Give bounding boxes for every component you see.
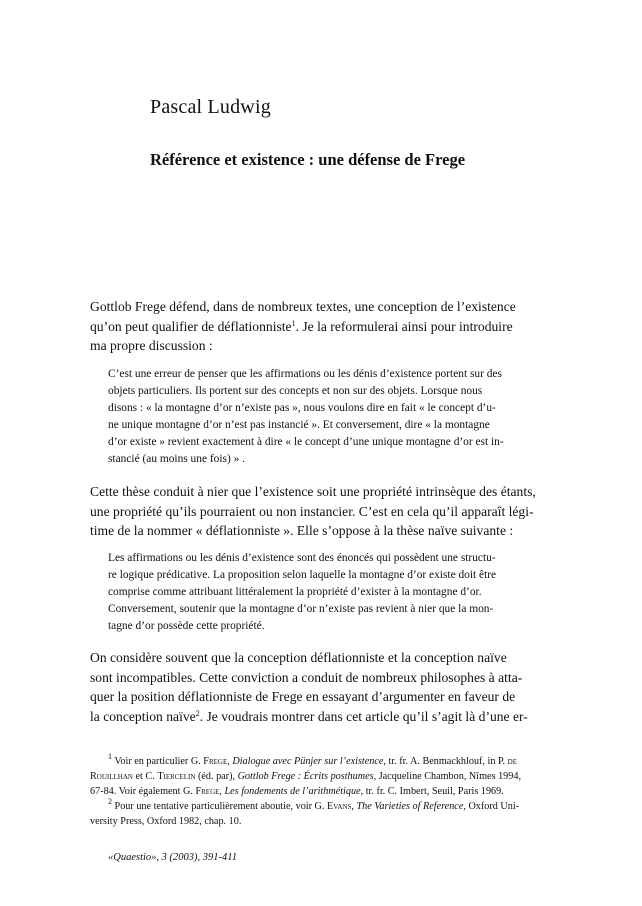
paragraph-line: time de la nommer « déflationniste ». Elle s’oppose à la thèse naïve suivante : xyxy=(90,523,514,538)
paragraph-line: quer la position déflationniste de Frege en essayant d’argumenter en faveur de xyxy=(90,689,516,704)
text-segment: Voir en particulier G. xyxy=(112,756,204,767)
footnote-marker-1: 1 xyxy=(108,752,112,761)
paragraph-thesis xyxy=(90,482,552,541)
footnote-marker-2: 2 xyxy=(108,796,112,806)
work-title: Dialogue avec Pünjer sur l’existence xyxy=(232,756,384,767)
text-segment: et C. xyxy=(132,770,158,782)
footnote-2-line xyxy=(90,796,552,815)
author-smallcaps: Frege xyxy=(195,785,220,797)
text-segment: la conception naïve xyxy=(90,708,196,724)
author-smallcaps: Tiercelin xyxy=(157,770,196,782)
work-title: Gottlob Frege : Écrits posthumes xyxy=(237,770,374,782)
footnote-1-line xyxy=(90,752,552,770)
quote-line: objets particuliers. Ils portent sur des concepts et non sur des objets. Lorsque nous xyxy=(108,384,483,397)
paragraph-line xyxy=(90,317,552,337)
block-quote-naive xyxy=(108,550,552,635)
quote-line: disons : « la montagne d’or n’existe pas », nous voulons dire en fait « le concept d’u- xyxy=(108,401,496,414)
paragraph-line: une propriété qu’ils pourraient ou non instancier. C’est en cela qu’il apparaît légi- xyxy=(90,503,534,519)
quote-line: stancié (au moins une fois) » . xyxy=(108,452,245,465)
author-smallcaps: de xyxy=(507,756,517,767)
quote-line: ne unique montagne d’or n’est pas instancié ». Et conversement, dire « la montagne xyxy=(108,418,490,431)
paragraph-line: On considère souvent que la conception déflationniste et la conception naïve xyxy=(90,650,507,665)
work-title: The Varieties of Reference xyxy=(356,800,464,812)
text-segment: (éd. par), xyxy=(195,770,238,782)
text-segment: , tr. fr. A. Benmackhlouf, in P. xyxy=(383,756,508,767)
text-segment: , xyxy=(219,785,225,797)
text-segment: qu’on peut qualifier de déflationniste xyxy=(90,318,292,334)
text-segment: , Oxford Uni- xyxy=(463,800,520,812)
block-quote-deflationist xyxy=(108,366,552,467)
footnote-ref-2[interactable]: 2 xyxy=(195,708,200,718)
text-segment: . Je la reformulerai ainsi pour introduire xyxy=(295,318,513,334)
text-segment: , xyxy=(351,800,357,812)
author-smallcaps: Frege xyxy=(203,756,228,767)
quote-line: Conversement, soutenir que la montagne d’or n’existe pas revient à nier que la mon- xyxy=(108,602,494,615)
text-segment: , tr. fr. C. Imbert, Seuil, Paris 1969. xyxy=(360,785,504,797)
quote-line: C’est une erreur de penser que les affirmations ou les dénis d’existence portent sur des xyxy=(108,368,502,380)
quote-line: tagne d’or possède cette propriété. xyxy=(108,619,265,632)
paragraph-line: Cette thèse conduit à nier que l’existence soit une propriété intrinsèque des étants, xyxy=(90,484,536,499)
journal-citation: «Quaestio», 3 (2003), 391-411 xyxy=(108,852,237,863)
paragraph-line: Gottlob Frege défend, dans de nombreux textes, une conception de l’existence xyxy=(90,299,516,314)
text-segment: , Jacqueline Chambon, Nîmes 1994, xyxy=(373,770,522,782)
quote-line: comprise comme attribuant littéralement la propriété d’exister à la montagne d’or. xyxy=(108,585,482,598)
quote-line: d’or existe » revient exactement à dire « le concept d’une unique montagne d’or est in- xyxy=(108,435,504,448)
text-segment: , xyxy=(227,756,233,767)
text-segment: Pour une tentative particulièrement aboutie, voir G. xyxy=(112,800,328,812)
paragraph-intro xyxy=(90,297,552,356)
text-segment: 67-84. Voir également G. xyxy=(90,785,196,797)
paragraph-line: sont incompatibles. Cette conviction a conduit de nombreux philosophes à atta- xyxy=(90,669,523,685)
work-title: Les fondements de l’arithmétique xyxy=(224,785,361,797)
footnote-2-line: versity Press, Oxford 1982, chap. 10. xyxy=(90,815,242,827)
author-name: Pascal Ludwig xyxy=(150,96,271,118)
author-smallcaps: Evans xyxy=(327,800,352,812)
footnote-1-line xyxy=(90,785,552,800)
author-smallcaps: Rouillhan xyxy=(90,770,133,782)
text-segment: . Je voudrais montrer dans cet article qu’il s’agit là d’une er- xyxy=(199,708,528,724)
paragraph-line: ma propre discussion : xyxy=(90,338,213,353)
footnote-ref-1[interactable]: 1 xyxy=(291,318,296,328)
footnotes xyxy=(90,752,552,830)
paragraph-line xyxy=(90,707,552,727)
paragraph-argument xyxy=(90,648,552,726)
quote-line: Les affirmations ou les dénis d’existence sont des énoncés qui possèdent une structu- xyxy=(108,552,496,564)
article-title: Référence et existence : une défense de Frege xyxy=(150,150,466,169)
quote-line: re logique prédicative. La proposition selon laquelle la montagne d’or existe doit être xyxy=(108,568,497,581)
footnote-1-line xyxy=(90,770,552,785)
